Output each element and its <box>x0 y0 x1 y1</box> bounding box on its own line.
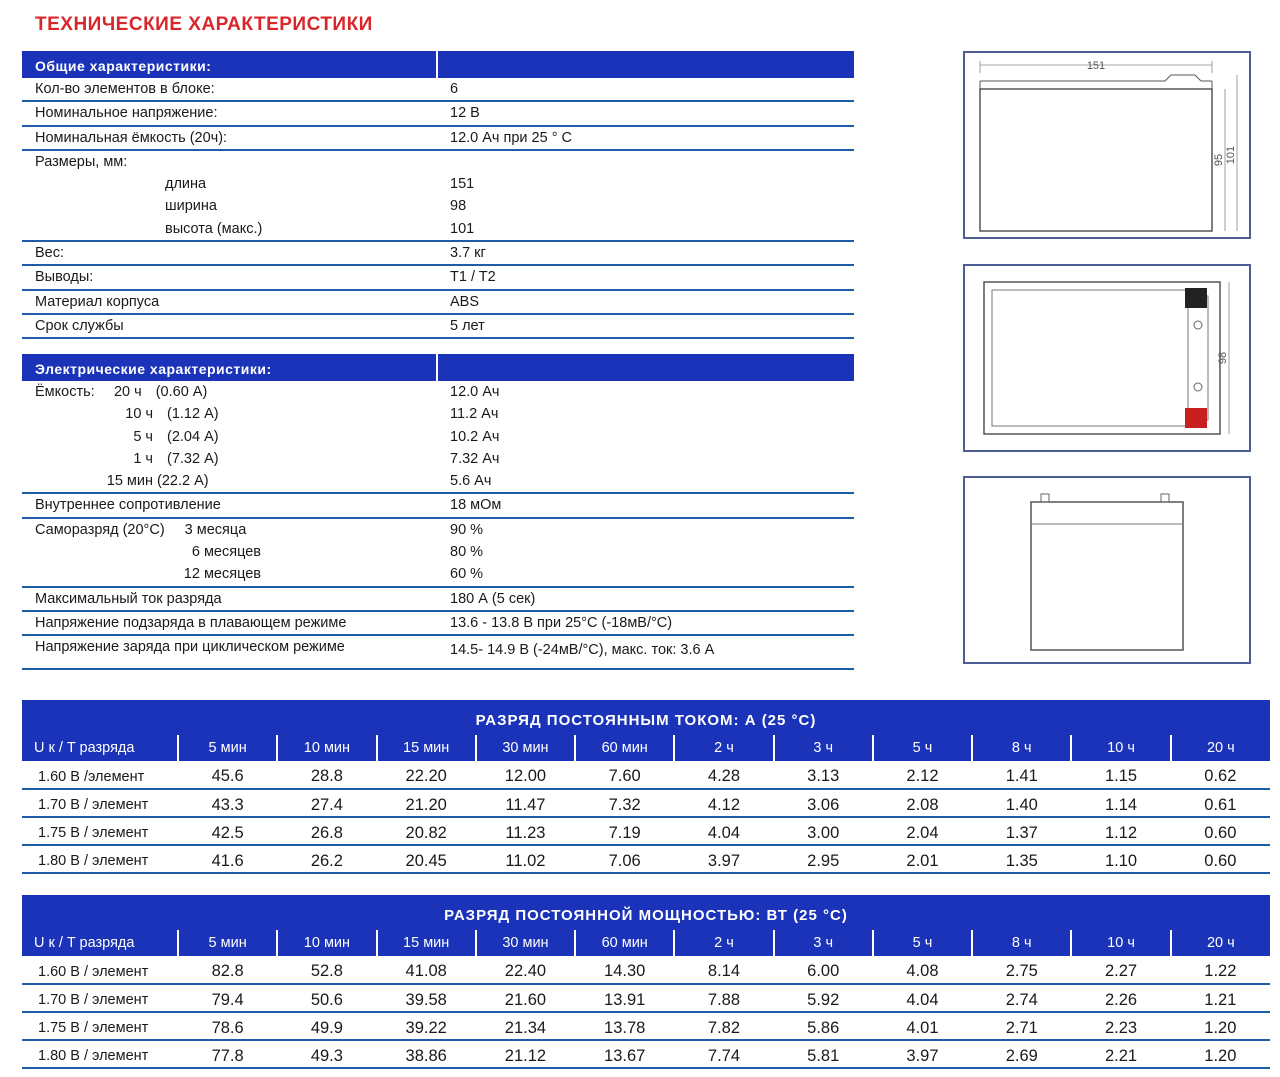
column-header: 2 ч <box>674 735 773 761</box>
spec-row-dims: Размеры, мм: <box>35 153 128 170</box>
spec-row-resistance: Внутреннее сопротивление 18 мОм <box>22 494 854 518</box>
table-cell: 0.60 <box>1171 845 1270 873</box>
table-cell: 41.08 <box>377 956 476 984</box>
table-cell: 5.81 <box>774 1040 873 1068</box>
width-dimension-label: 98 <box>1217 351 1229 365</box>
page-title: ТЕХНИЧЕСКИЕ ХАРАКТЕРИСТИКИ <box>35 14 373 35</box>
table-cell: 1.21 <box>1171 984 1270 1012</box>
discharge-power-table <box>22 895 1270 1069</box>
spec-row-width: ширина 98 <box>165 198 467 215</box>
table-cell: 7.74 <box>674 1040 773 1068</box>
row-label: 1.75 В / элемент <box>22 817 178 845</box>
table-cell: 2.27 <box>1071 956 1170 984</box>
table-cell: 39.22 <box>377 1012 476 1040</box>
row-label: 1.80 В / элемент <box>22 1040 178 1068</box>
row-label: 1.70 В / элемент <box>22 984 178 1012</box>
table-cell: 7.88 <box>674 984 773 1012</box>
table-cell: 1.20 <box>1171 1040 1270 1068</box>
column-header: 5 ч <box>873 735 972 761</box>
spec-row-length: длина 151 <box>165 176 475 193</box>
table-row <box>22 845 1270 873</box>
table-cell: 12.00 <box>476 761 575 789</box>
table-row <box>22 789 1270 817</box>
selfdischarge-row: 6 месяцев 80 % <box>191 544 484 561</box>
row-label: 1.75 В / элемент <box>22 1012 178 1040</box>
table-cell: 50.6 <box>277 984 376 1012</box>
table-cell: 2.23 <box>1071 1012 1170 1040</box>
general-spec-heading: Общие характеристики: <box>22 51 436 78</box>
table-cell: 45.6 <box>178 761 277 789</box>
table-cell: 4.01 <box>873 1012 972 1040</box>
table-cell: 8.14 <box>674 956 773 984</box>
electrical-spec-section <box>22 354 854 670</box>
column-header: 2 ч <box>674 930 773 956</box>
table-cell: 14.30 <box>575 956 674 984</box>
selfdischarge-row: 12 месяцев 60 % <box>22 563 854 587</box>
table-header-row: U к / T разряда 5 мин 10 мин 15 мин 30 мин 60 мин 2 ч 3 ч 5 ч 8 ч 10 ч 20 ч <box>22 930 1270 956</box>
battery-front-diagram <box>963 476 1251 664</box>
table-cell: 4.08 <box>873 956 972 984</box>
table-cell: 21.20 <box>377 789 476 817</box>
table-cell: 20.45 <box>377 845 476 873</box>
table-cell: 4.12 <box>674 789 773 817</box>
table-cell: 1.10 <box>1071 845 1170 873</box>
capacity-row: 15 мин (22.2 А) 5.6 Ач <box>22 470 854 494</box>
table-cell: 78.6 <box>178 1012 277 1040</box>
column-header: 20 ч <box>1171 735 1270 761</box>
table-cell: 2.75 <box>972 956 1071 984</box>
table-cell: 42.5 <box>178 817 277 845</box>
column-header: 8 ч <box>972 735 1071 761</box>
positive-terminal-icon <box>1185 408 1207 428</box>
general-spec-header <box>22 51 854 78</box>
table-cell: 1.15 <box>1071 761 1170 789</box>
spec-row-cells: Кол-во элементов в блоке: 6 <box>22 78 854 102</box>
battery-side-diagram <box>963 51 1251 239</box>
table-cell: 26.8 <box>277 817 376 845</box>
table-cell: 2.21 <box>1071 1040 1170 1068</box>
terminal-post-icon <box>1041 494 1049 502</box>
table-cell: 0.60 <box>1171 817 1270 845</box>
table-cell: 79.4 <box>178 984 277 1012</box>
table-cell: 1.35 <box>972 845 1071 873</box>
table-cell: 2.01 <box>873 845 972 873</box>
column-header: 3 ч <box>774 735 873 761</box>
negative-terminal-icon <box>1185 288 1207 308</box>
table-cell: 3.06 <box>774 789 873 817</box>
row-label: 1.60 В / элемент <box>22 956 178 984</box>
column-header: 30 мин <box>476 930 575 956</box>
table-cell: 2.12 <box>873 761 972 789</box>
terminal-post-icon <box>1161 494 1169 502</box>
electrical-spec-header <box>22 354 854 381</box>
spec-row-voltage: Номинальное напряжение: 12 В <box>22 102 854 126</box>
electrical-spec-heading: Электрические характеристики: <box>22 354 436 381</box>
table-cell: 2.95 <box>774 845 873 873</box>
table-row <box>22 761 1270 789</box>
table-cell: 1.41 <box>972 761 1071 789</box>
table-cell: 7.60 <box>575 761 674 789</box>
column-header: 5 мин <box>178 735 277 761</box>
table-cell: 2.71 <box>972 1012 1071 1040</box>
table-cell: 2.04 <box>873 817 972 845</box>
table-cell: 26.2 <box>277 845 376 873</box>
table-cell: 0.62 <box>1171 761 1270 789</box>
spec-row-terminals: Выводы: T1 / T2 <box>22 266 854 290</box>
table-cell: 1.12 <box>1071 817 1170 845</box>
height-inner-dimension-label: 95 <box>1213 153 1225 167</box>
table-cell: 11.47 <box>476 789 575 817</box>
table-cell: 13.67 <box>575 1040 674 1068</box>
table-cell: 39.58 <box>377 984 476 1012</box>
table-cell: 11.02 <box>476 845 575 873</box>
table-cell: 21.60 <box>476 984 575 1012</box>
table-cell: 43.3 <box>178 789 277 817</box>
spec-row-cycle-voltage: Напряжение заряда при циклическом режиме 14.5- 14.9 В (-24мВ/°С), макс. ток: 3.6 А <box>22 636 854 670</box>
table-cell: 82.8 <box>178 956 277 984</box>
spec-row-life: Срок службы 5 лет <box>22 315 854 339</box>
column-header: 60 мин <box>575 735 674 761</box>
spec-row-max-current: Максимальный ток разряда 180 А (5 сек) <box>22 588 854 612</box>
table-row <box>22 1012 1270 1040</box>
column-header: 30 мин <box>476 735 575 761</box>
table-cell: 11.23 <box>476 817 575 845</box>
table-cell: 0.61 <box>1171 789 1270 817</box>
column-header: 8 ч <box>972 930 1071 956</box>
selfdischarge-row: Саморазряд (20°С) 3 месяца 90 % <box>35 521 484 538</box>
capacity-row: 10 ч (1.12 А) 11.2 Ач <box>125 406 499 423</box>
table-cell: 4.04 <box>873 984 972 1012</box>
table-cell: 41.6 <box>178 845 277 873</box>
table-cell: 49.9 <box>277 1012 376 1040</box>
row-label: 1.70 В / элемент <box>22 789 178 817</box>
table-cell: 20.82 <box>377 817 476 845</box>
table-cell: 49.3 <box>277 1040 376 1068</box>
length-dimension-label: 151 <box>1086 60 1106 72</box>
discharge-current-title: РАЗРЯД ПОСТОЯННЫМ ТОКОМ: А (25 °С) <box>22 700 1270 735</box>
table-cell: 1.20 <box>1171 1012 1270 1040</box>
capacity-row: 5 ч (2.04 А) 10.2 Ач <box>133 428 500 445</box>
table-cell: 21.12 <box>476 1040 575 1068</box>
table-header-row: U к / T разряда 5 мин 10 мин 15 мин 30 мин 60 мин 2 ч 3 ч 5 ч 8 ч 10 ч 20 ч <box>22 735 1270 761</box>
table-cell: 21.34 <box>476 1012 575 1040</box>
column-header: 10 ч <box>1071 735 1170 761</box>
table-cell: 7.82 <box>674 1012 773 1040</box>
column-header: 5 ч <box>873 930 972 956</box>
table-cell: 22.40 <box>476 956 575 984</box>
table-cell: 7.19 <box>575 817 674 845</box>
battery-top-diagram <box>963 264 1251 452</box>
table-cell: 7.32 <box>575 789 674 817</box>
table-cell: 1.22 <box>1171 956 1270 984</box>
column-header: 10 ч <box>1071 930 1170 956</box>
row-label: 1.80 В / элемент <box>22 845 178 873</box>
table-cell: 2.08 <box>873 789 972 817</box>
table-cell: 22.20 <box>377 761 476 789</box>
general-spec-section <box>22 51 854 339</box>
table-cell: 2.69 <box>972 1040 1071 1068</box>
table-cell: 77.8 <box>178 1040 277 1068</box>
table-row <box>22 1040 1270 1068</box>
capacity-row: 1 ч (7.32 А) 7.32 Ач <box>133 450 500 467</box>
table-row <box>22 956 1270 984</box>
table-cell: 4.28 <box>674 761 773 789</box>
spec-row-case: Материал корпуса ABS <box>22 291 854 315</box>
column-header: 3 ч <box>774 930 873 956</box>
spec-row-capacity: Номинальная ёмкость (20ч): 12.0 Ач при 25 ° С <box>22 127 854 151</box>
column-header: 10 мин <box>277 930 376 956</box>
table-cell: 52.8 <box>277 956 376 984</box>
table-cell: 3.13 <box>774 761 873 789</box>
table-cell: 13.91 <box>575 984 674 1012</box>
table-cell: 38.86 <box>377 1040 476 1068</box>
row-label: 1.60 В /элемент <box>22 761 178 789</box>
table-cell: 3.00 <box>774 817 873 845</box>
table-cell: 27.4 <box>277 789 376 817</box>
capacity-row: Ёмкость: 20 ч (0.60 А) 12.0 Ач <box>35 384 500 400</box>
column-header: 15 мин <box>377 930 476 956</box>
table-cell: 5.86 <box>774 1012 873 1040</box>
spec-row-weight: Вес: 3.7 кг <box>22 242 854 266</box>
height-total-dimension-label: 101 <box>1225 145 1237 165</box>
discharge-current-table <box>22 700 1270 874</box>
table-cell: 5.92 <box>774 984 873 1012</box>
table-cell: 3.97 <box>674 845 773 873</box>
table-cell: 4.04 <box>674 817 773 845</box>
table-cell: 6.00 <box>774 956 873 984</box>
table-row <box>22 817 1270 845</box>
table-cell: 1.40 <box>972 789 1071 817</box>
column-header: 10 мин <box>277 735 376 761</box>
table-cell: 7.06 <box>575 845 674 873</box>
table-row <box>22 984 1270 1012</box>
table-cell: 2.74 <box>972 984 1071 1012</box>
spec-row-float-voltage: Напряжение подзаряда в плавающем режиме 13.6 - 13.8 В при 25°С (-18мВ/°С) <box>22 612 854 636</box>
discharge-power-title: РАЗРЯД ПОСТОЯННОЙ МОЩНОСТЬЮ: ВТ (25 °С) <box>22 895 1270 930</box>
table-cell: 13.78 <box>575 1012 674 1040</box>
table-cell: 28.8 <box>277 761 376 789</box>
table-cell: 2.26 <box>1071 984 1170 1012</box>
table-cell: 3.97 <box>873 1040 972 1068</box>
column-header: 5 мин <box>178 930 277 956</box>
table-cell: 1.14 <box>1071 789 1170 817</box>
vent-icon <box>1194 383 1202 391</box>
spec-row-height: высота (макс.) 101 <box>22 218 854 242</box>
column-header: 20 ч <box>1171 930 1270 956</box>
column-header: 60 мин <box>575 930 674 956</box>
column-header: 15 мин <box>377 735 476 761</box>
table-cell: 1.37 <box>972 817 1071 845</box>
vent-icon <box>1194 321 1202 329</box>
